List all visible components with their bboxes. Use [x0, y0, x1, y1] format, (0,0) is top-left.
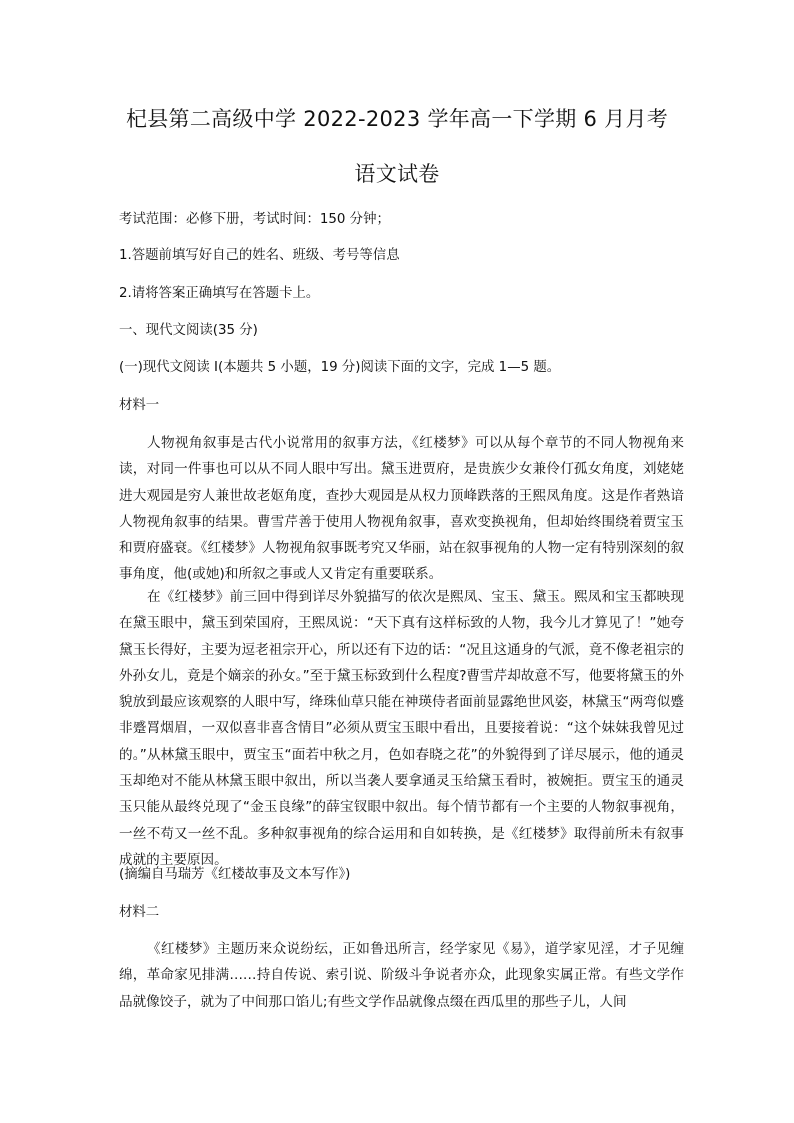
material-2-paragraph-1: 《红楼梦》主题历来众说纷纭，正如鲁迅所言，经学家见《易》，道学家见淫，才子见缠绵，革命家见排满……持自传说、索引说、阶级斗争说者亦众，此现象实属正常。有些文学作品就像饺子，就为了中间那口馅儿;有些文学作品就像点缀在西瓜里的那些子儿，人间: [119, 941, 684, 1010]
material-2-label: 材料二: [119, 905, 160, 920]
exam-subtitle: 语文试卷: [354, 162, 440, 186]
section-sub-heading: (一)现代文阅读 I(本题共 5 小题，19 分)阅读下面的文字，完成 1—5 题。: [119, 360, 561, 375]
exam-scope: 考试范围：必修下册，考试时间：150 分钟；: [119, 212, 390, 227]
material-1-paragraph-2: 在《红楼梦》前三回中得到详尽外貌描写的依次是熙凤、宝玉、黛玉。熙凤和宝玉都映现在黛玉眼中，黛玉到荣国府，王熙凤说：“天下真有这样标致的人物，我今儿才算见了！”她夸黛玉长得好，主要为逗老祖宗开心，所以还有下边的话：“况且这通身的气派，竟不像老祖宗的外孙女儿，竟是个嫡亲的孙女。”至于黛玉标致到什么程度?曹雪芹却故意不写，他要将黛玉的外貌放到最应该观察的人眼中写，绛珠仙草只能在神瑛侍者面前显露绝世风姿，林黛玉“两弯似蹙非蹙罥烟眉，一双似喜非喜含情目”必须从贾宝玉眼中看出，且要接着说：“这个妹妹我曾见过的。”从林黛玉眼中，贾宝玉“面若中秋之月，色如春晓之花”的外貌得到了详尽展示，他的通灵玉却绝对不能从林黛玉眼中叙出，所以当袭人要拿通灵玉给黛玉看时，被婉拒。贾宝玉的通灵玉只能从最终兑现了“金玉良缘”的薛宝钗眼中叙出。每个情节都有一个主要的人物叙事视角，一丝不苟又一丝不乱。多种叙事视角的综合运用和自如转换，是《红楼梦》取得前所未有叙事成就的主要原因。: [119, 589, 684, 868]
exam-note-2: 2.请将答案正确填写在答题卡上。: [119, 286, 320, 301]
section-heading: 一、现代文阅读(35 分): [119, 323, 258, 338]
material-1-paragraph-1: 人物视角叙事是古代小说常用的叙事方法，《红楼梦》可以从每个章节的不同人物视角来读，对同一件事也可以从不同人眼中写出。黛玉进贾府，是贵族少女兼伶仃孤女角度，刘姥姥进大观园是穷人兼世故老妪角度，查抄大观园是从权力顶峰跌落的王熙凤角度。这是作者熟谙人物视角叙事的结果。曹雪芹善于使用人物视角叙事，喜欢变换视角，但却始终围绕着贾宝玉和贾府盛衰。《红楼梦》人物视角叙事既考究又华丽，站在叙事视角的人物一定有特别深刻的叙事角度，他(或她)和所叙之事或人又肯定有重要联系。: [119, 435, 684, 583]
material-1-label: 材料一: [119, 398, 160, 413]
exam-title: 杞县第二高级中学 2022-2023 学年高一下学期 6 月月考: [125, 107, 669, 131]
material-1-source: (摘编自马瑞芳《红楼故事及文本写作》): [119, 867, 351, 882]
exam-note-1: 1.答题前填写好自己的姓名、班级、考号等信息: [119, 248, 400, 263]
